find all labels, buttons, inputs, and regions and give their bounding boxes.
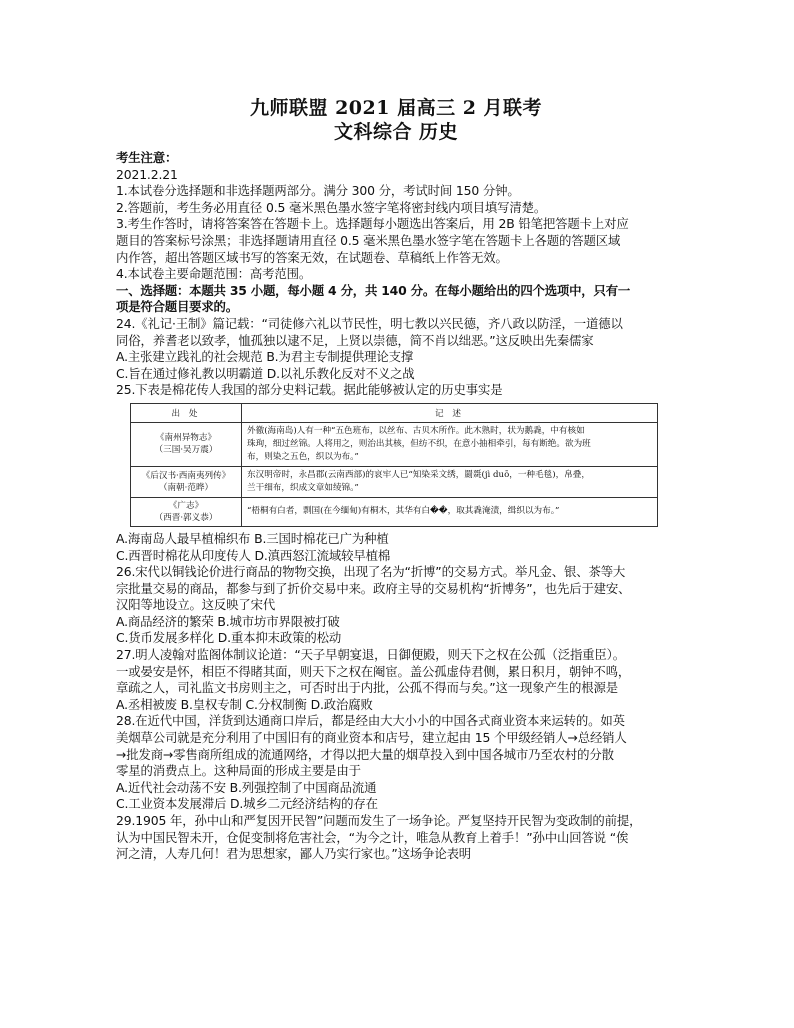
table-row [131, 466, 658, 497]
question-stem: 美烟草公司就是充分利用了中国旧有的商业资本和店号，建立起由 15 个甲级经销人→总经销人 [116, 730, 627, 746]
table-header-source: 出 处 [131, 403, 242, 422]
notice-item: 题目的答案标号涂黑；非选择题请用直径 0.5 毫米黑色墨水签字笔在答题卡上各题的答题区域 [116, 232, 621, 248]
table-cell-content: 外徼(海南岛)人有一种“五色班布，以丝布、古贝木所作。此木熟时，状为鹅毳，中有核如 珠珣，细过丝锦。人将用之，则治出其核，但纺不织，在意小抽相牵引，每有断绝。欲为班 布，则染之五色，织以为布。” [242, 422, 658, 466]
section-heading: 一、选择题：本题共 35 小题，每小题 4 分，共 140 分。在每小题给出的四个选项中，只有一 [116, 282, 631, 298]
exam-date: 2021.2.21 [116, 166, 178, 182]
question-25 [116, 382, 676, 564]
question-stem: 同俗，养耆老以致孝，恤孤独以逮不足，上贤以崇德，简不肖以绌恶。”这反映出先秦儒家 [116, 332, 594, 348]
question-options: C.工业资本发展滞后 D.城乡二元经济结构的存在 [116, 796, 378, 812]
question-stem: 宗批量交易的商品，都参与到了折价交易中来。政府主导的交易机构“折博务”，也先后于建安、 [116, 580, 631, 596]
question-stem: 河之清，人寿几何！君为思想家，鄙人乃实行家也。”这场争论表明 [116, 846, 472, 862]
question-stem: 章疏之人，司礼监文书房则主之，可否时出于内批，公孤不得而与矣。”这一现象产生的根源是 [116, 680, 618, 696]
question-stem: 24.《礼记·王制》篇记载：“司徒修六礼以节民性，明七教以兴民德，齐八政以防淫，一道德以 [116, 315, 623, 331]
table-row [131, 497, 658, 526]
question-29 [116, 813, 676, 863]
question-stem: 29.1905 年，孙中山和严复因开民智”问题而发生了一场争论。严复坚持开民智为变政制的前提， [116, 813, 642, 828]
question-stem: 一或晏安是怀，相臣不得睹其面，则天下之权在阉宦。盖公孤虚侍君侧，累日积月，朝钟不鸣， [116, 663, 631, 679]
question-options: A.主张建立践礼的社会规范 B.为君主专制提供理论支撑 [116, 349, 414, 365]
table-header-row [131, 403, 658, 422]
question-26 [116, 564, 676, 647]
table-cell-source: 《后汉书·西南夷列传》 （南朝·范晔） [131, 466, 242, 497]
question-stem: 认为中国民智未开，仓促变制将危害社会，“为今之计，唯急从教育上着手！”孙中山回答说 “俟 [116, 829, 629, 845]
notice-item: 2.答题前，考生务必用直径 0.5 毫米黑色墨水签字笔将密封线内项目填写清楚。 [116, 199, 547, 215]
question-stem: 26.宋代以铜钱论价进行商品的物物交换，出现了名为“折博”的交易方式。举凡金、银、茶等大 [116, 564, 626, 580]
question-options: A.丞相被废 B.皇权专制 C.分权制衡 D.政治腐败 [116, 696, 373, 712]
notice-heading: 考生注意： [116, 150, 178, 165]
question-27 [116, 647, 676, 713]
notice-item: 1.本试卷分选择题和非选择题两部分。满分 300 分，考试时间 150 分钟。 [116, 183, 520, 199]
question-options: A.商品经济的繁荣 B.城市坊市界限被打破 [116, 613, 340, 629]
question-stem: 28.在近代中国，洋货到达通商口岸后，都是经由大大小小的中国各式商业资本来运转的。如英 [116, 713, 625, 729]
question-options: C.旨在通过修礼教以明霸道 D.以礼乐教化反对不义之战 [116, 365, 415, 381]
exam-subtitle: 文科综合 历史 [333, 121, 459, 143]
question-options: C.西晋时棉花从印度传人 D.滇西怒江流域较早植棉 [116, 547, 391, 563]
table-row [131, 422, 658, 466]
table-cell-source: 《南州异物志》 （三国·吴万震） [131, 422, 242, 466]
question-stem: 27.明人凌翰对监阁体制议论道：“天子早朝宴退，日御便殿，则天下之权在公孤（泛指重臣）。 [116, 647, 625, 663]
question-stem: →批发商→零售商所组成的流通网络，才得以把大量的烟草投入到中国各城市乃至农村的分散 [116, 746, 614, 762]
exam-title: 九师联盟 2021 届高三 2 月联考 [249, 97, 543, 119]
question-options: C.货币发展多样化 D.重本抑末政策的松动 [116, 630, 342, 646]
question-stem: 25.下表是棉花传人我国的部分史料记载。据此能够被认定的历史事实是 [116, 382, 503, 398]
notice-block [116, 150, 676, 283]
section-heading: 项是符合题目要求的。 [116, 299, 238, 315]
question-24 [116, 316, 676, 382]
question-options: A.海南岛人最早植棉织布 B.三国时棉花已广为种植 [116, 530, 389, 546]
question-stem: 汉阳等地设立。这反映了宋代 [116, 597, 276, 613]
source-table [130, 403, 658, 527]
table-cell-source: 《广志》 （西晋·郭义恭） [131, 497, 242, 526]
notice-item: 内作答，超出答题区域书写的答案无效，在试题卷、草稿纸上作答无效。 [116, 249, 508, 265]
question-stem: 零星的消费点上。这种局面的形成主要是由于 [116, 763, 361, 779]
notice-item: 3.考生作答时，请将答案答在答题卡上。选择题每小题选出答案后，用 2B 铅笔把答题卡上对应 [116, 216, 629, 232]
notice-item: 4.本试卷主要命题范围：高考范围。 [116, 266, 312, 282]
question-28 [116, 713, 676, 813]
table-header-content: 记 述 [242, 403, 658, 422]
table-cell-content: “梧桐有白者，剽国(在今缅甸)有桐木，其华有白��，取其毳淹渍，缉织以为布。” [242, 497, 658, 526]
question-options: A.近代社会动荡不安 B.列强控制了中国商品流通 [116, 779, 377, 795]
exam-page [116, 96, 676, 863]
table-cell-content: 东汉明帝时，永昌郡(云南西部)的哀牢人已“知染采文绣，罽毲(jì duō，一种毛毯)，帛叠， 兰干细布，织成文章如绫锦。” [242, 466, 658, 497]
